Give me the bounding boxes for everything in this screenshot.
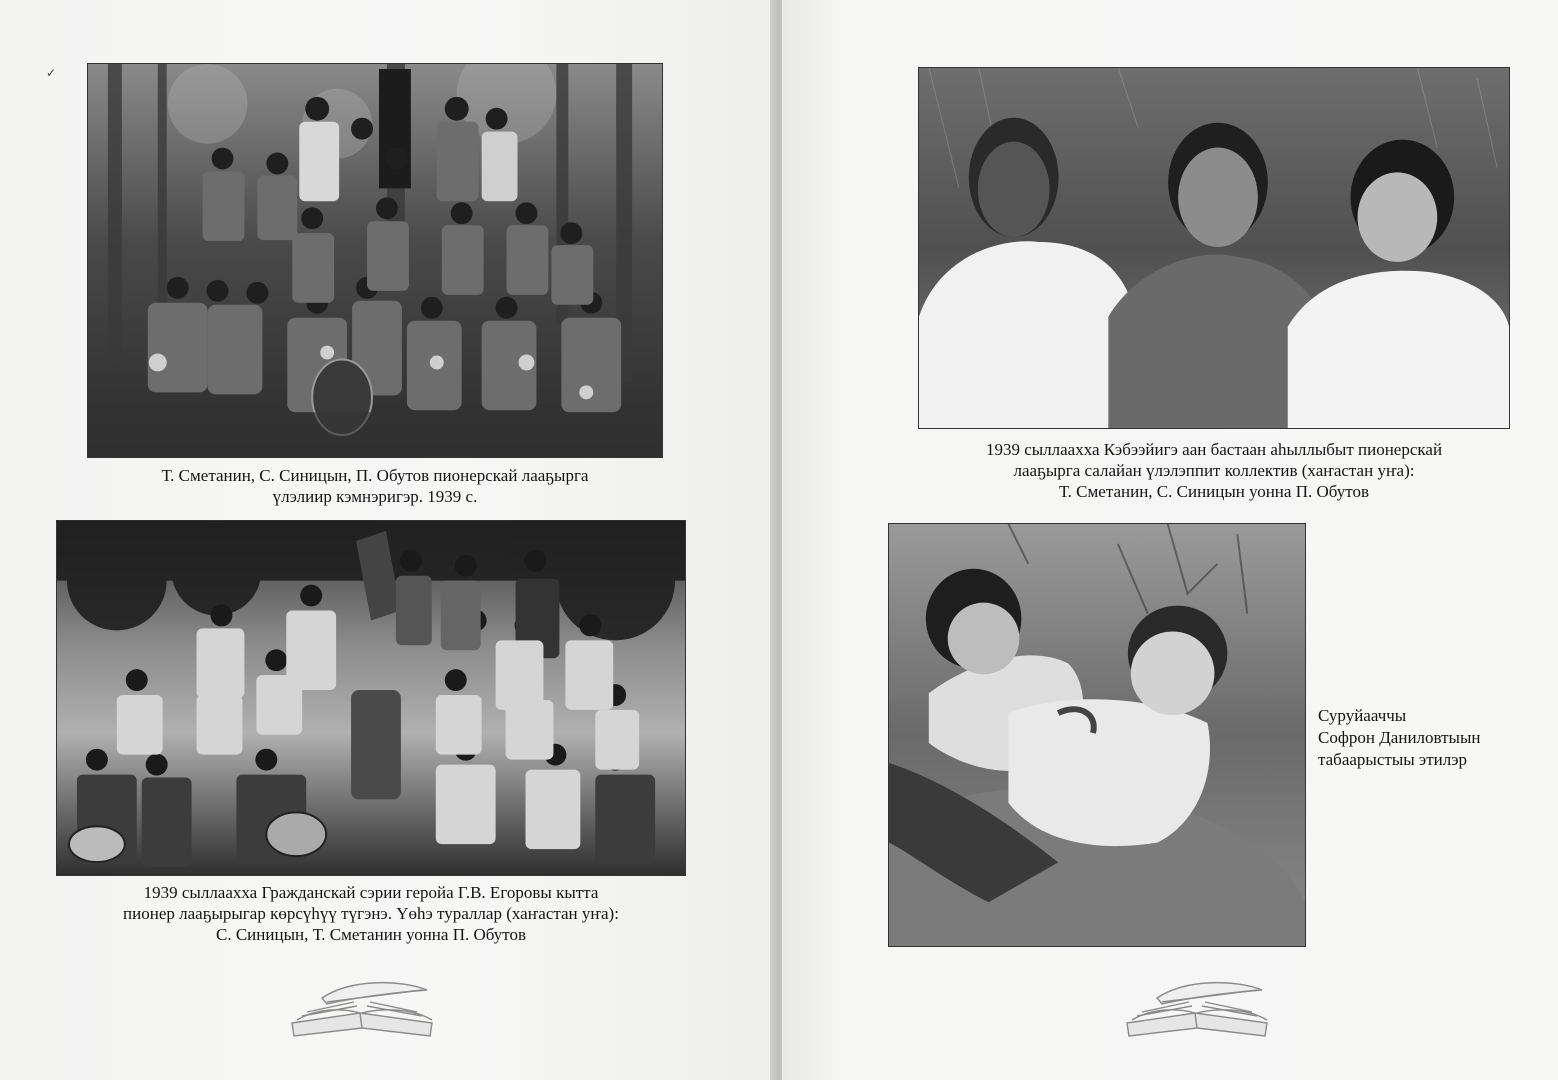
hero-meeting-caption xyxy=(56,882,686,945)
caption-line: Т. Сметанин, С. Синицын уонна П. Обутов xyxy=(1059,482,1369,501)
caption-line: табаарыстыы этилэр xyxy=(1318,750,1468,769)
open-book-quill-icon xyxy=(1117,978,1277,1048)
caption-line: Т. Сметанин, С. Синицын, П. Обутов пионерскай лааҕырга xyxy=(161,466,589,485)
caption-line: 1939 сыллаахха Кэбээйигэ аан бастаан аһыллыбыт пионерскай xyxy=(985,440,1443,459)
three-men-caption xyxy=(874,439,1554,502)
two-friends-caption xyxy=(1318,705,1481,771)
left-page xyxy=(0,0,776,1080)
caption-line: 1939 сыллаахха Гражданскай сэрии геройа Г.В. Егоровы кытта xyxy=(143,883,599,902)
caption-line: лааҕырга салайан үлэлэппит коллектив (хаҥастан уҥа): xyxy=(1013,461,1415,480)
pencil-mark: ✓ xyxy=(46,66,57,80)
caption-line: пионер лааҕырыгар көрсүһүү түгэнэ. Үөһэ тураллар (хаҥастан уҥа): xyxy=(123,904,619,923)
caption-line: Суруйааччы xyxy=(1318,706,1407,725)
two-friends-photo xyxy=(888,523,1306,947)
right-page xyxy=(782,0,1558,1080)
caption-line: үлэлиир кэмнэригэр. 1939 с. xyxy=(272,487,478,506)
pioneer-group-caption xyxy=(87,465,663,507)
open-book-quill-icon xyxy=(282,978,442,1048)
three-men-photo xyxy=(918,67,1510,429)
caption-line: С. Синицын, Т. Сметанин уонна П. Обутов xyxy=(216,925,526,944)
caption-line: Софрон Даниловтыын xyxy=(1318,728,1481,747)
hero-meeting-photo xyxy=(56,520,686,876)
pioneer-group-photo xyxy=(87,63,663,458)
